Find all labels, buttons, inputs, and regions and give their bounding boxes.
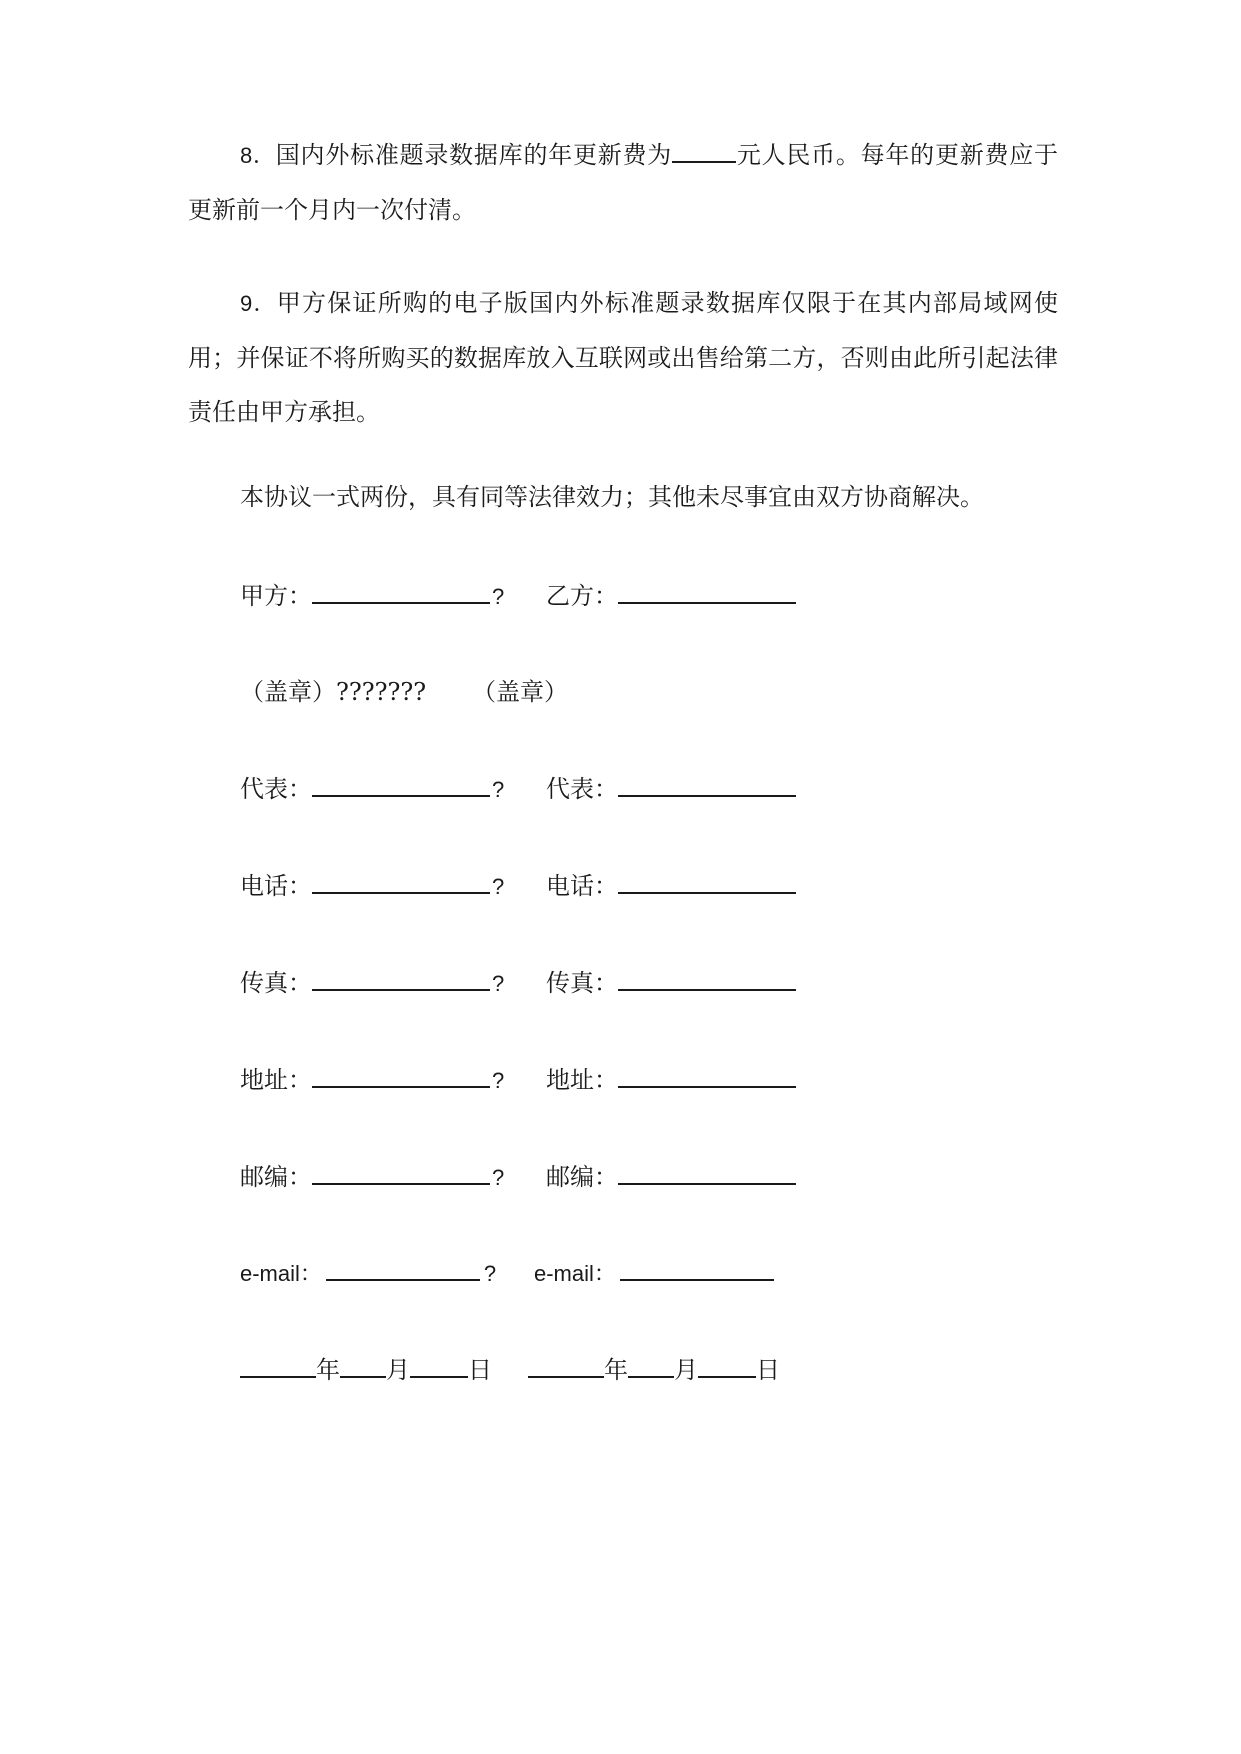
field-blank-right[interactable] xyxy=(618,870,796,894)
date-right xyxy=(528,1350,780,1390)
clause-8-text-after: 元人民币。每年的更新费应于更新前一个月内一次付清。 xyxy=(188,141,1059,224)
address-row xyxy=(240,1060,618,1100)
clause-9 xyxy=(188,276,1058,439)
party-a-blank[interactable] xyxy=(312,580,490,604)
party-row xyxy=(240,576,618,616)
field-label-right: 代表： xyxy=(546,775,618,803)
party-b xyxy=(546,576,796,616)
seal-b: （盖章） xyxy=(472,678,568,706)
field-blank-right[interactable] xyxy=(618,1064,796,1088)
closing-statement xyxy=(188,470,1058,524)
field-blank-left[interactable] xyxy=(312,1064,490,1088)
field-blank-left[interactable] xyxy=(312,870,490,894)
day-blank-left[interactable] xyxy=(410,1354,468,1378)
day-label: 日 xyxy=(756,1356,780,1384)
day-label: 日 xyxy=(468,1356,492,1384)
seal-b-wrap xyxy=(472,672,568,712)
field-blank-right[interactable] xyxy=(618,773,796,797)
party-a-label: 甲方： xyxy=(240,582,312,610)
separator: ? xyxy=(492,584,505,609)
clause-9-number: 9． xyxy=(240,291,277,316)
email-right xyxy=(534,1254,774,1294)
seal-row xyxy=(240,672,568,712)
year-blank-right[interactable] xyxy=(528,1354,604,1378)
clause-8-number: 8． xyxy=(240,143,276,168)
email-row xyxy=(240,1254,616,1294)
month-blank-right[interactable] xyxy=(628,1354,674,1378)
fee-blank[interactable] xyxy=(672,139,736,163)
field-label-right: 电话： xyxy=(546,872,618,900)
field-label-right: 地址： xyxy=(546,1066,618,1094)
right-field xyxy=(546,866,796,906)
right-field xyxy=(546,769,796,809)
closing-text: 本协议一式两份，具有同等法律效力；其他未尽事宜由双方协商解决。 xyxy=(240,483,984,511)
separator: ? xyxy=(492,874,505,899)
fax-row xyxy=(240,963,618,1003)
separator: ? xyxy=(483,1261,497,1286)
year-blank-left[interactable] xyxy=(240,1354,316,1378)
seal-a: （盖章）??????? xyxy=(240,678,427,706)
postcode-row xyxy=(240,1157,618,1197)
right-field xyxy=(546,963,796,1003)
separator: ? xyxy=(492,1165,505,1190)
year-label: 年 xyxy=(604,1356,628,1384)
email-blank-left[interactable] xyxy=(326,1257,480,1281)
representative-row xyxy=(240,769,618,809)
month-label: 月 xyxy=(386,1356,410,1384)
clause-9-text: 甲方保证所购的电子版国内外标准题录数据库仅限于在其内部局域网使用；并保证不将所购买的数据库放入互联网或出售给第二方，否则由此所引起法律责任由甲方承担。 xyxy=(188,289,1058,426)
separator: ? xyxy=(492,777,505,802)
separator: ? xyxy=(492,1068,505,1093)
year-label: 年 xyxy=(316,1356,340,1384)
separator: ? xyxy=(492,971,505,996)
phone-row xyxy=(240,866,618,906)
field-label-left: 传真： xyxy=(240,969,312,997)
field-blank-left[interactable] xyxy=(312,967,490,991)
email-label-right: e-mail： xyxy=(534,1261,616,1286)
month-label: 月 xyxy=(674,1356,698,1384)
party-b-blank[interactable] xyxy=(618,580,796,604)
party-b-label: 乙方： xyxy=(546,582,618,610)
month-blank-left[interactable] xyxy=(340,1354,386,1378)
field-label-right: 邮编： xyxy=(546,1163,618,1191)
right-field xyxy=(546,1157,796,1197)
field-blank-left[interactable] xyxy=(312,1161,490,1185)
clause-8-text-before: 国内外标准题录数据库的年更新费为 xyxy=(275,141,673,169)
email-blank-right[interactable] xyxy=(620,1257,774,1281)
field-blank-left[interactable] xyxy=(312,773,490,797)
day-blank-right[interactable] xyxy=(698,1354,756,1378)
field-blank-right[interactable] xyxy=(618,1161,796,1185)
field-label-left: 邮编： xyxy=(240,1163,312,1191)
field-label-left: 代表： xyxy=(240,775,312,803)
email-label-left: e-mail： xyxy=(240,1261,322,1286)
field-label-left: 地址： xyxy=(240,1066,312,1094)
field-label-left: 电话： xyxy=(240,872,312,900)
field-blank-right[interactable] xyxy=(618,967,796,991)
field-label-right: 传真： xyxy=(546,969,618,997)
right-field xyxy=(546,1060,796,1100)
clause-8 xyxy=(188,128,1058,237)
date-row xyxy=(240,1350,780,1390)
